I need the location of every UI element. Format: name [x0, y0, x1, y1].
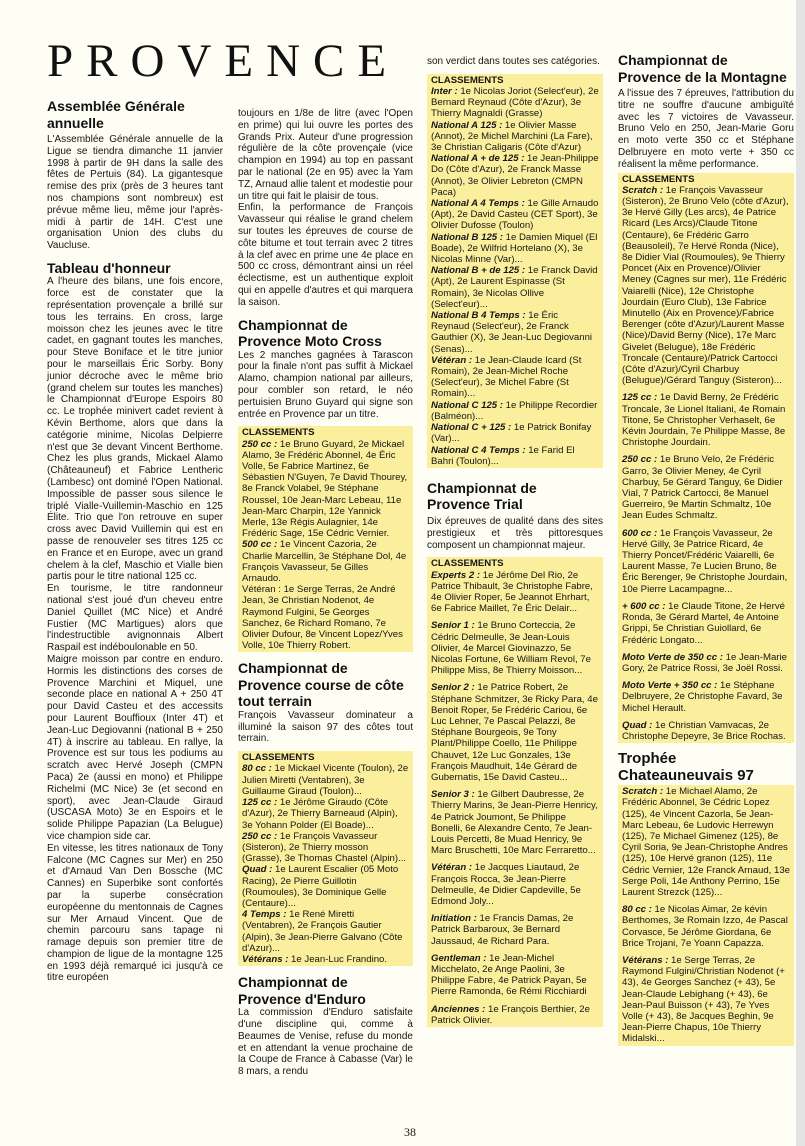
- result-text: 1e Bruno Corteccia, 2e Cédric Delmeulle, 3e Jean-Louis Olivier, 4e Marcel Giovinazzo, 5e Nicolas Fortune, 6e William Revol, 7e Philippe Miss, 8e Thierry Moisson...: [431, 620, 591, 677]
- result-text: 1e Jean-Philippe Do (Côte d'Azur), 2e Franck Masse (Annot), 3e Olivier Lebreton (CMPN Paca): [431, 153, 599, 198]
- result-text: 1e Nicolas Aimar, 2e kévin Berthomes, 3e Romain Izzo, 4e Pascal Corvasce, 5e Jérôme Giordana, 6e Brice Trojani, 7e Yoann Capazza.: [622, 904, 788, 949]
- result-category-label: National C + 125 :: [431, 422, 512, 434]
- page-spine-shadow: [796, 0, 805, 1146]
- montagne-text: A l'issue des 7 épreuves, l'attribution du titre ne souffre d'aucune ambiguïté avec les 7 victoires de Vavasseur. Bruno Velo en 250, Jean-Marie Goru en moto verte 350 cc et Stéphane Delbruyere en moto verte + 350 cc réalisent la même performance.: [618, 88, 794, 170]
- result-category-label: National C 125 :: [431, 399, 503, 411]
- result-category-label: Senior 1 :: [431, 620, 475, 632]
- montagne-results-box: [618, 173, 794, 744]
- result-entry: [431, 789, 599, 856]
- result-category-label: National A 125 :: [431, 119, 503, 131]
- result-category-label: 80 cc :: [242, 763, 272, 775]
- motocross-heading: Championnat de Provence Moto Cross: [238, 316, 382, 350]
- continued-paragraph-2: Enfin, la performance de François Vavasseur qui réalise le grand chelem sur toutes les épreuves de course de côte bitume et tout terrain avec 2 titres à la clef avec en prime une 4e place en 500 cc cross, démontrant ainsi un réel éclectisme, est un authentique exploit qui en appelle d'autres et qui marquera la saison.: [238, 202, 413, 308]
- result-category-label: 125 cc :: [242, 797, 278, 809]
- result-text: 1e Bruno Velo, 2e Frédéric Garro, 3e Olivier Meney, 4e Cyril Charbuy, 5e Gérard Tanguy, 6e Didier Vial, 7 Patrick Cartocci, 8e Manuel Guerreiro, 9e Martin Schmaltz, 10e Jean Eudes Schmaltz.: [622, 454, 783, 522]
- result-text: 1e Nicolas Joriot (Select'eur), 2e Bernard Reynaud (Côte d'Azur), 3e Thierry Magnaldi (Grasse): [431, 86, 599, 120]
- result-text: 1e Serge Terras, 2e Raymond Fulgini/Christian Nodenot (+ 43), 4e Georges Sanchez (+ 43), 5e Jean-Claude Lebighang (+ 43), 6e Jean-Paul Buisson (+ 43), 7e Yves Volle (+ 43), 8e Jacques Beghin, 9e Jean-Pierre Chapus, 10e Thierry Midalski...: [622, 954, 785, 1045]
- result-entry: [622, 454, 790, 521]
- result-entry: [431, 120, 599, 154]
- result-category-label: 250 cc :: [242, 830, 278, 842]
- tableau-paragraph-1: A l'heure des bilans, une fois encore, force est de constater que la représentation provençale a brillé sur tous les terrains. En cross, large moisson chez les jeunes avec le titre cadet, en gagnant toutes les manches, pour Steve Boniface et le titre junior pour le marseillais Éric Sorby. Bony junior décroche avec le même brio (grand chelem sur toutes les manches) le Championnat d'Europe Espoirs 80 cc. Le trophée minivert cadet revient à Kévin Berthome, alors que dans la catégorie minime, Nicolas Delpierre n'est que 3e devant Vincent Berthome. Chez les plus grands, Mickael Alamo (Châteauneuf) et Fabrice Lentheric (Lambesc) ont dominé l'Open National. Impossible de passer sous silence le triplé Vialle-Vuillemin-Maschio en 125 Élite. Trio que l'on retrouve en super cross avec David Vuillemin qui est en passe de renouveler ses titres 125 cc en France et en Europe, avec un grand chelem à la clef, Maschio et Vialle bien partis pour le titre national 125 cc.: [47, 276, 223, 583]
- result-entry: [431, 620, 599, 676]
- result-text: 1e Bruno Guyard, 2e Mickael Alamo, 3e Frédéric Abonnel, 4e Éric Volle, 5e Fabrice Martinez, 6e Sébastien N'Guyen, 7e David Thourey, 8e Franck Volabel, 9e Stéphane Roussel, 10e Jean-Marc Lebeau, 11e Jean-Marc Charpin, 12e Yannick Merle, 13e Régis Aulagnier, 14e Frédéric Sage, 15e Cédric Vernier.: [242, 438, 408, 540]
- result-category-label: Quad :: [622, 719, 653, 731]
- result-entry: [622, 652, 790, 674]
- result-text: 1e Damien Miquel (El Boade), 2e Wilfrid Hortelano (X), 3e Nicolas Minne (Var)...: [431, 231, 598, 266]
- result-category-label: National A 4 Temps :: [431, 198, 525, 210]
- trial-results-list: [431, 570, 599, 1027]
- result-text: 1e Jacques Liautaud, 2e François Rocca, 3e Jean-Pierre Delmeulle, 4e Didier Capdeville, 5e Edmond Joly...: [431, 862, 581, 907]
- column-2: [238, 108, 413, 1078]
- result-text: 1e Laurent Escalier (05 Moto Racing), 2e Pierre Guillotin (Roumoules), 3e Dominique Gelle (Centaure)...: [242, 864, 399, 909]
- result-category-label: 80 cc :: [622, 904, 652, 916]
- result-text: 1e Jean-Michel Micchelato, 2e Ange Paolini, 3e Philippe Fabre, 4e Patrick Payan, 5e Pierre Ramonda, 6e Rémi Ricchiardi: [431, 952, 587, 998]
- result-category-label: Scratch :: [622, 786, 664, 798]
- result-text: 1e Philippe Recordier (Balméon)...: [431, 399, 598, 422]
- enduro-results-heading: CLASSEMENTS: [431, 74, 504, 86]
- result-text: 1e Jérôme Giraudo (Côte d'Azur), 2e Thierry Barneaud (Alpin), 3e Yohann Polder (El Boade)...: [242, 797, 398, 831]
- result-text: 1e François Vavasseur (Sisteron), 2e Bruno Velo (côte d'Azur), 3e Hervé Gilly (Les arcs), 4e Patrice Ricard (Les Arcs)/Claude Titone (Centaure), 6e Frédéric Garro (Beausoleil), 7e Hervé Ronda (Nice), 8e Didier Vial (Roumoules), 9e Thierry Poncet (Aix en Provence)/Olivier Meney (Cagnes sur mer), 11e Frédéric Vaiarelli (Nice), 12e Christophe Jourdain (Euro Club), 13e Fabrice Minutello (Aix en Provence)/Fabrice Berenger (côte d'Azur)/Laurent Masse (Nice)/David Berny (Nice), 17e Marc Givelet (Belugue), 18e Frédéric Troncale (Centaure)/Patrick Cartocci (Côte d'Azur)/Cyril Charbuy (Belugue)/Gérard Tanguy (Sisteron)...: [622, 184, 789, 387]
- column-1: [47, 98, 223, 984]
- result-text: 1e Jérôme Del Rio, 2e Patrice Thibault, 3e Christophe Fabre, 4e Olivier Roper, 5e Jeannot Ehrhart, 6e Fabrice Maillet, 7e Éric Delair...: [431, 569, 593, 615]
- result-entry: [622, 904, 790, 949]
- motocross-text: Les 2 manches gagnées à Tarascon pour la finale n'ont pas suffit à Mickael Alamo, champion national par ailleurs, pour combler son retard, le néo pertuisien Bruno Guyard qui signe son entrée en Provence par un titre.: [238, 349, 413, 420]
- result-text: 1e Éric Reynaud (Select'eur), 2e Franck Gauthier (X), 3e Jean-Luc Degiovanni (Senas)...: [431, 310, 593, 355]
- enduro-results-box: [427, 74, 603, 468]
- tableau-paragraph-3: Maigre moisson par contre en enduro. Hormis les distinctions des corses de Provence Marchini et Miquel, une seconde place en national A + 250 4T pour David Casteu et des accessits pour Laurent Bouffioux (Inter 4T) et Jean-Luc Degiovanni (national B + 250 4T) à inscrire au tableau. En rallye, la Provence est sur tous les podiums au scratch avec Hervé Joseph (CMPN Paca) 2e (aussi en mono) et Philippe Richelmi (MC Nice) 3e (et second en sport), avec Jean-Claude Giraud (USCASA Moto) 3e en Espoirs et le solide Philippe Papazian (La Belugue) vice champion side car.: [47, 653, 223, 842]
- result-category-label: National B 4 Temps :: [431, 310, 526, 322]
- masthead-title: PROVENCE: [47, 35, 400, 87]
- column-3: [427, 56, 603, 1027]
- result-category-label: Initiation :: [431, 913, 477, 925]
- result-category-label: Senior 3 :: [431, 789, 475, 801]
- result-entry: [622, 601, 790, 646]
- result-entry: [431, 265, 599, 310]
- result-entry: [431, 953, 599, 998]
- cote-results-heading: CLASSEMENTS: [242, 752, 315, 764]
- result-category-label: Scratch :: [622, 184, 664, 196]
- result-category-label: National C 4 Temps :: [431, 444, 526, 456]
- cote-text: François Vavasseur dominateur a illuminé la saison 97 des côtes tout terrain.: [238, 709, 413, 745]
- result-text: 1e Patrice Robert, 2e Stéphane Schmitzer, 3e Ricky Para, 4e Benoit Roper, 5e Frédéric Cariou, 6e Luc Lehner, 7e Pascal Pelazzi, 8e Stéphane Bourgeois, 9e Tony Plant/Philippe Coello, 11e Philippe Chauvet, 12e Luc Gonzales, 13e François Maudhuit, 14e Gérard de Gubernatis, 15e David Casteu...: [431, 682, 598, 783]
- result-text: 1e Gilbert Daubresse, 2e Thierry Marins, 3e Jean-Pierre Henricy, 4e Patrick Joumont, 5e Philippe Bonelli, 6e Alexandre Cento, 7e Jean-Louis Percetti, 8e Muad Henricy, 9e Marc Bruschetti, 10e Marc Ferraretto...: [431, 789, 598, 857]
- assemblee-heading: Assemblée Générale annuelle: [47, 98, 185, 131]
- result-category-label: Vétéran :: [431, 862, 473, 874]
- result-text: 1e Jean-Marie Gory, 2e Patrice Rossi, 3e Joël Rossi.: [622, 651, 787, 674]
- result-entry: [431, 153, 599, 198]
- result-category-label: National B + de 125 :: [431, 265, 526, 277]
- result-entry: [431, 570, 599, 615]
- result-category-label: 250 cc :: [242, 438, 278, 450]
- enduro-heading: Championnat de Provence d'Enduro: [238, 974, 366, 1007]
- page-number: 38: [404, 1125, 416, 1139]
- continued-text: [238, 108, 413, 309]
- result-category-label: Vétérans :: [622, 954, 669, 966]
- result-text: 1e Gille Arnaudo (Apt), 2e David Casteu (CET Sport), 3e Olivier Dufosse (Toulon): [431, 198, 599, 232]
- result-category-label: + 600 cc :: [622, 600, 666, 612]
- result-category-label: 4 Temps :: [242, 909, 287, 921]
- tableau-paragraph-4: En vitesse, les titres nationaux de Tony Falcone (MC Cagnes sur Mer) en 250 et d'Arnaud Van Den Bossche (MC Cannes) en Superbike sont confortés par la superbe consécration européenne du mentonnais de Cagnes sur Mer Arnaud Vincent. Que de chemin parcouru sans tapage ni ramage depuis son premier titre de champion de ligue de la montagne 125 en 1993 déjà remarqué ici jusqu'à ce titre européen: [47, 842, 223, 984]
- trophee-heading: Trophée Chateauneuvais 97: [618, 750, 754, 784]
- enduro-results-list: [431, 86, 599, 467]
- result-text: Vétéran : 1e Serge Terras, 2e André Jean, 3e Christian Nodenot, 4e Raymond Fulgini, 5e Georges Sanchez, 6e Richard Romano, 7e Olivier Dufour, 8e Vincent Lopez/Yves Volle, 10e Thierry Robert.: [242, 584, 403, 652]
- result-text: 1e Olivier Masse (Annot), 2e Michel Marchini (La Fare), 3e Christian Caligaris (Côte d'Azur): [431, 119, 593, 154]
- result-entry: [431, 1004, 599, 1026]
- result-text: 1e David Berny, 2e Frédéric Troncale, 3e Lionel Italiani, 4e Romain Titone, 5e Christopher Verhaselt, 6e Kévin Jourdain, 7e Philippe Masse, 8e Christophe Jourdain.: [622, 392, 786, 449]
- assemblee-text: L'Assemblée Générale annuelle de la Ligue se tiendra dimanche 11 janvier 1998 à partir de 9H dans la salle des fêtes de Pertuis (84). La gigantesque remise des prix (près de 3 heures tant nos champions sont nombreux) est prévue même lieu, même jour l'après-midi à partir de 14H. C'est une organisation Union des clubs du Vaucluse.: [47, 134, 223, 252]
- result-entry: [431, 862, 599, 907]
- result-entry: [622, 955, 790, 1045]
- result-text: 1e Christian Vamvacas, 2e Christophe Depeyre, 3e Brice Rochas.: [622, 719, 786, 742]
- result-category-label: Moto Verte de 350 cc :: [622, 651, 723, 663]
- result-entry: [622, 528, 790, 595]
- result-category-label: 600 cc :: [622, 527, 658, 539]
- result-text: 1e Jean-Claude Icard (St Romain), 2e Jean-Michel Roche (Select'eur), 3e Michel Fabre (St Romain)...: [431, 354, 582, 400]
- enduro-text: La commission d'Enduro satisfaite d'une discipline qui, comme à Beaumes de Venise, refuse du monde et en attendant la venue prochaine de la Coupe de France à Cabasse (Var) le 8 mars, a rendu: [238, 1007, 413, 1078]
- cote-heading: Championnat de Provence course de côte tout terrain: [238, 660, 404, 710]
- trial-heading: Championnat de Provence Trial: [427, 479, 537, 513]
- result-category-label: 125 cc :: [622, 392, 658, 404]
- result-text: 1e François Berthier, 2e Patrick Olivier.: [431, 1003, 590, 1026]
- motocross-results-box: [238, 426, 413, 652]
- trial-results-heading: CLASSEMENTS: [431, 558, 504, 570]
- result-text: 1e François Vavasseur, 2e Hervé Gilly, 3e Patrice Ricard, 4e Thierry Poncet/Frédéric Vaiarelli, 6e Laurent Masse, 7e Lucien Bruno, 8e Éric Berenger, 9e Christophe Jourdain, 10e Pierre Lacampagne...: [622, 527, 788, 595]
- result-entry: [431, 682, 599, 783]
- result-text: 1e François Vavasseur (Sisteron), 2e Thierry mosson (Grasse), 3e Thomas Chastel (Alpin)...: [242, 830, 407, 865]
- result-category-label: National A + de 125 :: [431, 153, 525, 165]
- column-4: [618, 52, 794, 1046]
- trophee-results-box: [618, 785, 794, 1045]
- result-entry: [431, 422, 599, 444]
- result-text: 1e Mickael Vicente (Toulon), 2e Julien Miretti (Ventabren), 3e Guillaume Giraud (Toulon)...: [242, 763, 409, 797]
- result-text: 1e Michael Alamo, 2e Frédéric Abonnel, 3e Cédric Lopez (125), 4e Vincent Cazorla, 5e Jean-Marc Lebeau, 6e Ludovic Herrewyn (125), 7e Michael Gimenez (125), 8e Cyril Soria, 9e Jean-Christophe Andres (125), 10e Hervé granon (125), 11e Cédric Vernier, 12e Franck Arnaud, 13e Serge Poli, 14e Anthony Perrino, 15e Laurent Strezck (125)...: [622, 786, 790, 898]
- result-category-label: Moto Verte + 350 cc :: [622, 680, 718, 692]
- result-entry: [431, 400, 599, 422]
- tableau-paragraph-2: En tourisme, le titre randonneur national s'est joué d'un cheveu entre Daniel Quillet (MC Nice) et André Fustier (MC Martigues) alors que l'indestructible avignonnais Albert Raspail est indéboulonable en 50.: [47, 583, 223, 654]
- enduro-continued: son verdict dans toutes ses catégories.: [427, 56, 600, 67]
- result-entry: [431, 913, 599, 947]
- tableau-heading: Tableau d'honneur: [47, 259, 171, 276]
- result-text: 1e Claude Titone, 2e Hervé Ronda, 3e Gérard Martel, 4e Antoine Grippi, 5e Christian Guiollard, 6e Frédéric Longato...: [622, 600, 785, 646]
- result-text: 1e Farid El Bahri (Toulon)...: [431, 444, 575, 467]
- result-text: 1e Jean-Luc Frandino.: [288, 953, 388, 965]
- result-entry: [622, 392, 790, 448]
- result-text: 1e Franck David (Apt), 2e Laurent Espinasse (St Romain), 3e Nicolas Ollive (Select'eur)...: [431, 265, 598, 310]
- result-entry: [431, 355, 599, 400]
- trial-results-box: [427, 557, 603, 1027]
- result-entry: [431, 232, 599, 266]
- result-category-label: Quad :: [242, 864, 273, 876]
- trial-text: Dix épreuves de qualité dans des sites prestigieux et très pittoresques composent un championnat majeur.: [427, 515, 603, 551]
- result-entry: [431, 310, 599, 355]
- result-text: 1e Vincent Cazoria, 2e Charlie Marcellin, 3e Stéphane Dol, 4e François Vavasseur, 5e Gilles Arnaudo.: [242, 539, 407, 584]
- result-category-label: Anciennes :: [431, 1003, 486, 1015]
- cote-results-box: [238, 751, 413, 966]
- result-entry: [622, 786, 790, 898]
- result-category-label: Senior 2 :: [431, 682, 475, 694]
- result-category-label: 500 cc :: [242, 539, 278, 551]
- result-text: 1e Patrick Bonifay (Var)...: [431, 422, 592, 445]
- result-category-label: National B 125 :: [431, 231, 503, 243]
- result-category-label: Gentleman :: [431, 952, 487, 964]
- montagne-heading: Championnat de Provence de la Montagne: [618, 52, 787, 85]
- result-category-label: 250 cc :: [622, 454, 658, 466]
- tableau-body: [47, 276, 223, 984]
- montagne-results-heading: CLASSEMENTS: [622, 173, 695, 185]
- result-entry: [622, 720, 790, 742]
- result-entry: [622, 185, 790, 387]
- trophee-results-list: [622, 786, 790, 1044]
- result-entry: [431, 445, 599, 467]
- result-entry: [431, 86, 599, 120]
- result-category-label: Experts 2 :: [431, 569, 481, 581]
- continued-paragraph-1: toujours en 1/8e de litre (avec l'Open en prime) qui lui ouvre les portes des Grands Prix. Auteur d'une progression régulière de la côte provençale (vice champion en 1994) au top en passant par le national (2e en 95) avec la Yam TZ, Arnaud allie talent et modestie pour un titre qui fait le plaisir de tous.: [238, 108, 413, 202]
- montagne-results-list: [622, 185, 790, 742]
- result-text: 1e Stéphane Delbruyere, 2e Christophe Favard, 3e Michel Herault.: [622, 680, 783, 714]
- result-category-label: Vétérans :: [242, 953, 289, 965]
- motocross-results-heading: CLASSEMENTS: [242, 427, 315, 439]
- result-text: 1e Francis Damas, 2e Patrick Barbaroux, 3e Bernard Jaussaud, 4e Richard Para.: [431, 913, 574, 947]
- result-text: 1e René Miretti (Ventabren), 2e François Gautier (Alpin), 3e Jean-Pierre Galvano (Côte d'Azur)...: [242, 909, 403, 954]
- result-entry: [622, 680, 790, 714]
- result-category-label: Vétéran :: [431, 354, 473, 366]
- result-category-label: Inter :: [431, 86, 458, 97]
- result-entry: [431, 198, 599, 232]
